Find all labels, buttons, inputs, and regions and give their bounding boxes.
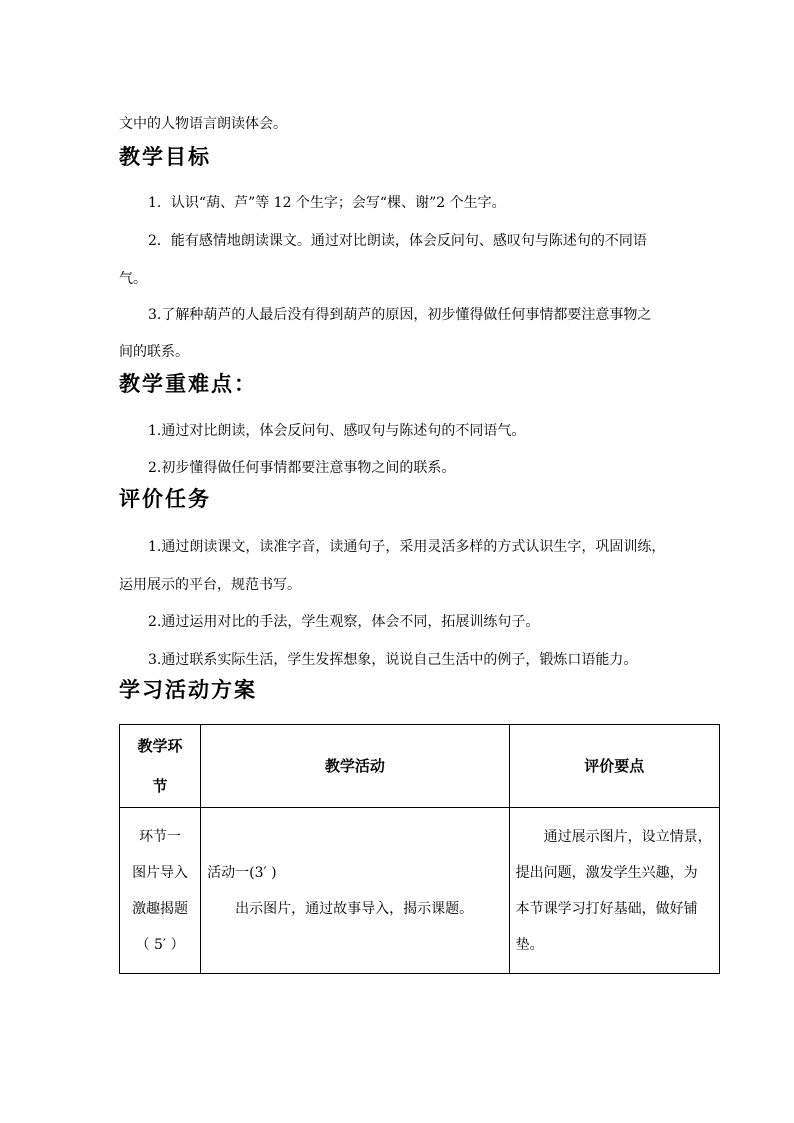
objective-item-3-cont: 间的联系。 (119, 344, 189, 360)
activity-cell (201, 808, 510, 974)
evaluation-item-2: 2.通过运用对比的手法，学生观察，体会不同，拓展训练句子。 (148, 614, 540, 630)
evaluation-item-1: 1.通过朗读课文，读准字音，读通句子，采用灵活多样的方式认识生字，巩固训练， (148, 539, 666, 555)
header-stage-line-1: 教学环 (137, 737, 183, 755)
table-header-row (120, 725, 720, 808)
evaluation-item-1-cont: 运用展示的平台，规范书写。 (119, 577, 301, 593)
key-point-item-2: 2.初步懂得做任何事情都要注意事物之间的联系。 (148, 460, 456, 476)
eval-line: 通过展示图片，设立情景， (543, 828, 712, 845)
evaluation-heading: 评价任务 (119, 486, 211, 511)
eval-line: 垫。 (515, 936, 544, 953)
header-stage-cell (120, 725, 201, 808)
stage-cell (120, 808, 201, 974)
evaluation-item-3: 3.通过联系实际生活，学生发挥想象，说说自己生活中的例子，锻炼口语能力。 (148, 652, 638, 668)
stage-line: （ 5′ ） (135, 936, 185, 953)
stage-line: 环节一 (139, 828, 182, 845)
intro-tail-text: 文中的人物语言朗读体会。 (119, 116, 287, 132)
key-point-item-1: 1.通过对比朗读，体会反问句、感叹句与陈述句的不同语气。 (148, 423, 526, 439)
table-row (120, 808, 720, 974)
objective-item-3: 3.了解种葫芦的人最后没有得到葫芦的原因，初步懂得做任何事情都要注意事物之 (148, 307, 652, 323)
eval-cell (509, 808, 719, 974)
header-activity-cell: 教学活动 (201, 725, 510, 808)
activity-title: 活动一(3′ ) (207, 864, 277, 881)
activity-plan-table (119, 724, 720, 974)
stage-line: 图片导入 (132, 864, 189, 881)
stage-line: 激趣揭题 (132, 900, 189, 917)
activity-text: 出示图片，通过故事导入，揭示课题。 (235, 900, 474, 917)
key-points-heading: 教学重难点： (119, 371, 257, 396)
eval-line: 本节课学习打好基础，做好铺 (515, 900, 698, 917)
activities-heading: 学习活动方案 (119, 677, 257, 702)
objective-item-2: 2．能有感情地朗读课文。通过对比朗读，体会反问句、感叹句与陈述句的不同语 (148, 233, 647, 249)
header-stage-line-2: 节 (152, 777, 168, 795)
header-eval-cell: 评价要点 (509, 725, 719, 808)
objectives-heading: 教学目标 (119, 144, 211, 169)
objective-item-1: 1．认识“葫、芦”等 12 个生字；会写“棵、谢”2 个生字。 (148, 195, 506, 211)
objective-item-2-cont: 气。 (119, 271, 147, 287)
eval-line: 提出问题，激发学生兴趣，为 (515, 864, 698, 881)
